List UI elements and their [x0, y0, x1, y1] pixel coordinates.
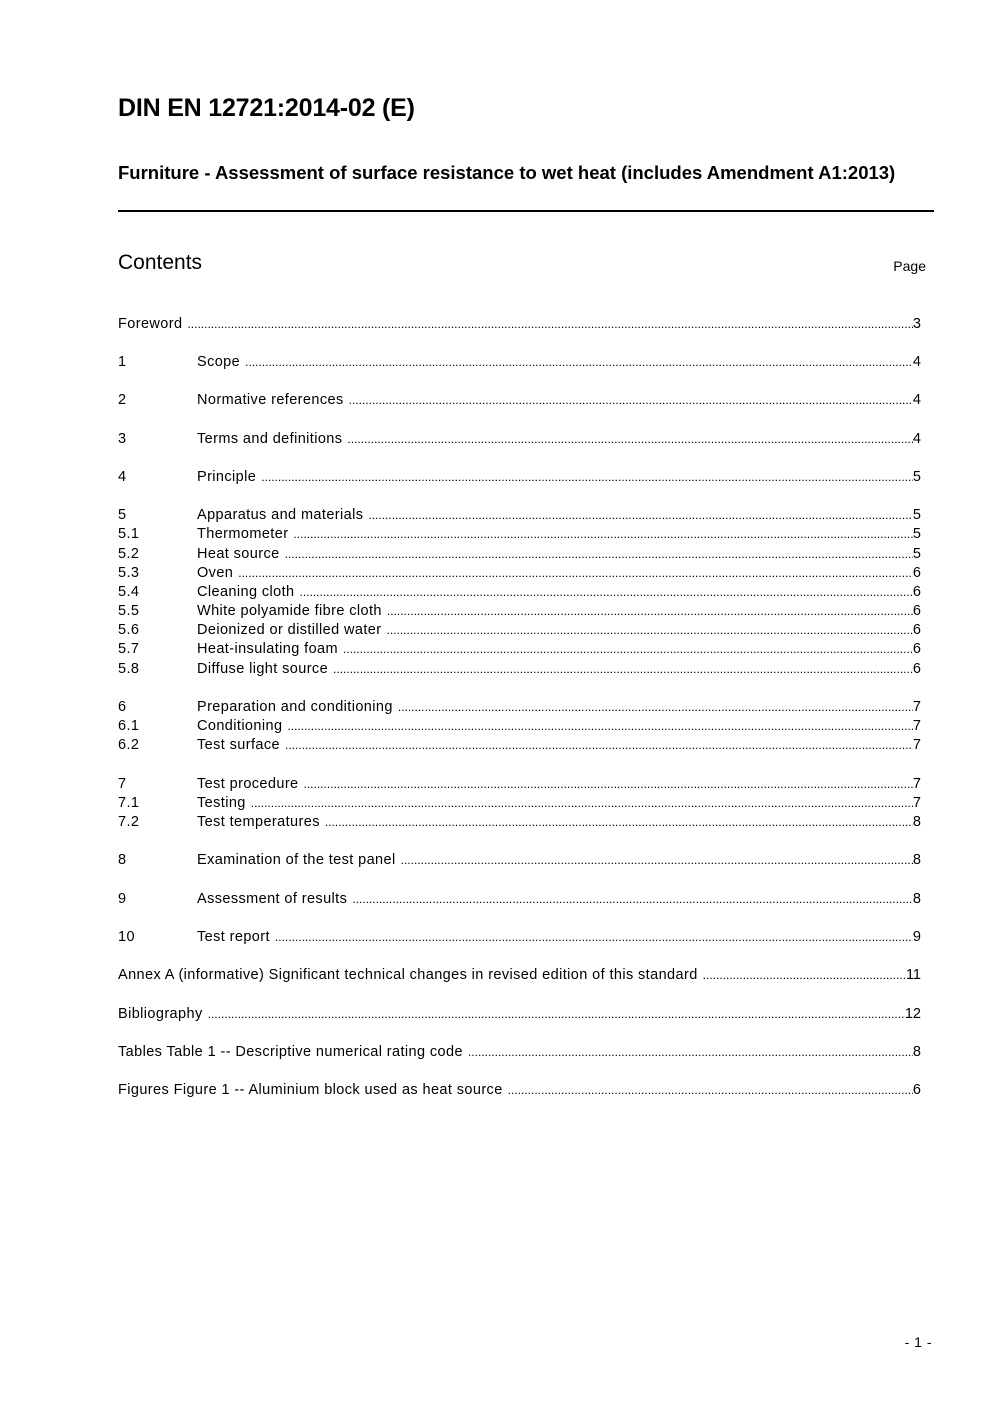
toc-entry-title: Conditioning: [197, 718, 283, 734]
toc-entry-title: Deionized or distilled water: [197, 622, 382, 638]
toc-leader-dots: [333, 662, 913, 676]
toc-entry-preparation-and-conditioning[interactable]: [118, 699, 921, 718]
toc-leader-dots: [343, 642, 913, 656]
toc-entry-number: 5.2: [118, 546, 140, 562]
toc-entry-principle[interactable]: [118, 469, 921, 488]
toc-entry-page: 11: [905, 967, 921, 983]
toc-leader-dots: [293, 527, 913, 541]
toc-entry-examination-of-the-test-panel[interactable]: [118, 852, 921, 871]
toc-entry-page: 5: [912, 546, 921, 562]
toc-entry-white-polyamide-fibre-cloth[interactable]: [118, 603, 921, 622]
toc-entry-page: 6: [912, 1082, 921, 1098]
toc-entry-title: Normative references: [197, 392, 344, 408]
toc-leader-dots: [386, 623, 912, 637]
toc-entry-page: 7: [912, 718, 921, 734]
toc-entry-heat-source[interactable]: [118, 546, 921, 565]
toc-leader-dots: [261, 470, 913, 484]
toc-entry-terms-and-definitions[interactable]: [118, 431, 921, 450]
toc-entry-title: Assessment of results: [197, 891, 348, 907]
toc-leader-dots: [300, 585, 913, 599]
toc-leader-dots: [187, 317, 912, 331]
toc-leader-dots: [251, 796, 913, 810]
toc-entry-title: Oven: [197, 565, 234, 581]
toc-entry-number: 2: [118, 392, 127, 408]
toc-leader-dots: [508, 1083, 913, 1097]
toc-entry-page: 7: [912, 776, 921, 792]
toc-entry-conditioning[interactable]: [118, 718, 921, 737]
toc-entry-test-surface[interactable]: [118, 737, 921, 756]
toc-leader-dots: [387, 604, 913, 618]
toc-entry-title: Principle: [197, 469, 257, 485]
toc-entry-page: 5: [912, 526, 921, 542]
contents-heading: Contents: [118, 251, 203, 274]
toc-entry-number: 6.2: [118, 737, 140, 753]
toc-entry-number: 1: [118, 354, 127, 370]
toc-leader-dots: [245, 355, 913, 369]
toc-entry-test-report[interactable]: [118, 929, 921, 948]
toc-entry-number: 9: [118, 891, 127, 907]
document-id: DIN EN 12721:2014-02 (E): [118, 94, 415, 122]
toc-leader-dots: [347, 432, 913, 446]
toc-entry-number: 5.1: [118, 526, 140, 542]
toc-entry-number: 10: [118, 929, 135, 945]
toc-entry-deionized-or-distilled-water[interactable]: [118, 622, 921, 641]
toc-entry-page: 6: [912, 641, 921, 657]
toc-entry-title: Test report: [197, 929, 270, 945]
toc-entry-title: Scope: [197, 354, 241, 370]
toc-entry-title: Thermometer: [197, 526, 289, 542]
toc-entry-number: 3: [118, 431, 127, 447]
toc-entry-page: 7: [912, 795, 921, 811]
toc-entry-title: Examination of the test panel: [197, 852, 396, 868]
toc-leader-dots: [468, 1045, 913, 1059]
toc-leader-dots: [368, 508, 913, 522]
toc-leader-dots: [304, 777, 913, 791]
toc-entry-testing[interactable]: [118, 795, 921, 814]
toc-entry-number: 6.1: [118, 718, 140, 734]
toc-entry-title: Heat-insulating foam: [197, 641, 338, 657]
page-column-label: Page: [893, 258, 926, 274]
toc-leader-dots: [398, 700, 913, 714]
toc-entry-number: 7: [118, 776, 127, 792]
toc-entry-page: 7: [912, 699, 921, 715]
toc-leader-dots: [401, 853, 913, 867]
toc-entry-page: 6: [912, 584, 921, 600]
toc-entry-page: 8: [912, 814, 921, 830]
toc-entry-number: 7.1: [118, 795, 140, 811]
toc-entry-title: Terms and definitions: [197, 431, 343, 447]
toc-leader-dots: [238, 566, 913, 580]
toc-leader-dots: [349, 393, 913, 407]
toc-leader-dots: [325, 815, 913, 829]
title-divider: [118, 210, 934, 212]
toc-entry-page: 6: [912, 661, 921, 677]
toc-entry-page: 12: [904, 1006, 921, 1022]
toc-entry-figures[interactable]: [118, 1082, 921, 1101]
toc-entry-thermometer[interactable]: [118, 526, 921, 545]
toc-entry-number: 5.8: [118, 661, 140, 677]
toc-entry-page: 5: [912, 507, 921, 523]
toc-entry-tables[interactable]: [118, 1044, 921, 1063]
toc-entry-foreword[interactable]: [118, 316, 921, 335]
toc-entry-test-temperatures[interactable]: [118, 814, 921, 833]
toc-leader-dots: [285, 738, 913, 752]
toc-entry-title: Cleaning cloth: [197, 584, 295, 600]
toc-entry-title: Test procedure: [197, 776, 299, 792]
toc-entry-title: Tables Table 1 -- Descriptive numerical rating code: [118, 1044, 463, 1060]
toc-entry-page: 5: [912, 469, 921, 485]
toc-leader-dots: [287, 719, 913, 733]
toc-entry-page: 4: [912, 392, 921, 408]
toc-entry-bibliography[interactable]: [118, 1006, 921, 1025]
toc-leader-dots: [285, 547, 913, 561]
toc-entry-page: 9: [912, 929, 921, 945]
toc-entry-assessment-of-results[interactable]: [118, 891, 921, 910]
toc-entry-number: 5.3: [118, 565, 140, 581]
toc-entry-title: Test temperatures: [197, 814, 320, 830]
toc-entry-apparatus-and-materials[interactable]: [118, 507, 921, 526]
toc-entry-page: 8: [912, 891, 921, 907]
toc-entry-title: Annex A (informative) Significant technical changes in revised edition of this standard: [118, 967, 698, 983]
toc-entry-page: 4: [912, 354, 921, 370]
page-number: - 1 -: [904, 1334, 932, 1350]
toc-leader-dots: [352, 892, 913, 906]
toc-entry-title: Diffuse light source: [197, 661, 329, 677]
toc-entry-test-procedure[interactable]: [118, 776, 921, 795]
toc-entry-number: 5.7: [118, 641, 140, 657]
toc-entry-title: Preparation and conditioning: [197, 699, 393, 715]
toc-entry-page: 6: [912, 603, 921, 619]
toc-entry-page: 8: [912, 852, 921, 868]
toc-entry-title: Testing: [197, 795, 246, 811]
toc-entry-title: Apparatus and materials: [197, 507, 364, 523]
toc-entry-number: 5.4: [118, 584, 140, 600]
toc-entry-title: Heat source: [197, 546, 280, 562]
toc-entry-number: 8: [118, 852, 127, 868]
toc-entry-cleaning-cloth[interactable]: [118, 584, 921, 603]
toc-entry-diffuse-light-source[interactable]: [118, 661, 921, 680]
document-title: Furniture - Assessment of surface resistance to wet heat (includes Amendment A1:2013): [118, 162, 896, 183]
toc-entry-page: 6: [912, 565, 921, 581]
toc-entry-page: 8: [912, 1044, 921, 1060]
toc-entry-title: White polyamide fibre cloth: [197, 603, 382, 619]
toc-entry-number: 5.6: [118, 622, 140, 638]
toc-entry-title: Figures Figure 1 -- Aluminium block used as heat source: [118, 1082, 503, 1098]
toc-entry-title: Test surface: [197, 737, 280, 753]
toc-entry-number: 4: [118, 469, 127, 485]
toc-entry-page: 7: [912, 737, 921, 753]
toc-entry-oven[interactable]: [118, 565, 921, 584]
toc-entry-page: 6: [912, 622, 921, 638]
toc-entry-page: 4: [912, 431, 921, 447]
toc-entry-number: 5.5: [118, 603, 140, 619]
toc-leader-dots: [208, 1007, 905, 1021]
toc-entry-heat-insulating-foam[interactable]: [118, 641, 921, 660]
toc-entry-title: Foreword: [118, 316, 183, 332]
toc-entry-scope[interactable]: [118, 354, 921, 373]
toc-leader-dots: [275, 930, 913, 944]
toc-entry-page: 3: [912, 316, 921, 332]
toc-leader-dots: [703, 968, 906, 982]
toc-entry-number: 5: [118, 507, 127, 523]
toc-entry-number: 7.2: [118, 814, 140, 830]
toc-entry-number: 6: [118, 699, 127, 715]
toc-entry-title: Bibliography: [118, 1006, 203, 1022]
toc-entry-annex-a[interactable]: [118, 967, 921, 986]
toc-entry-normative-references[interactable]: [118, 392, 921, 411]
